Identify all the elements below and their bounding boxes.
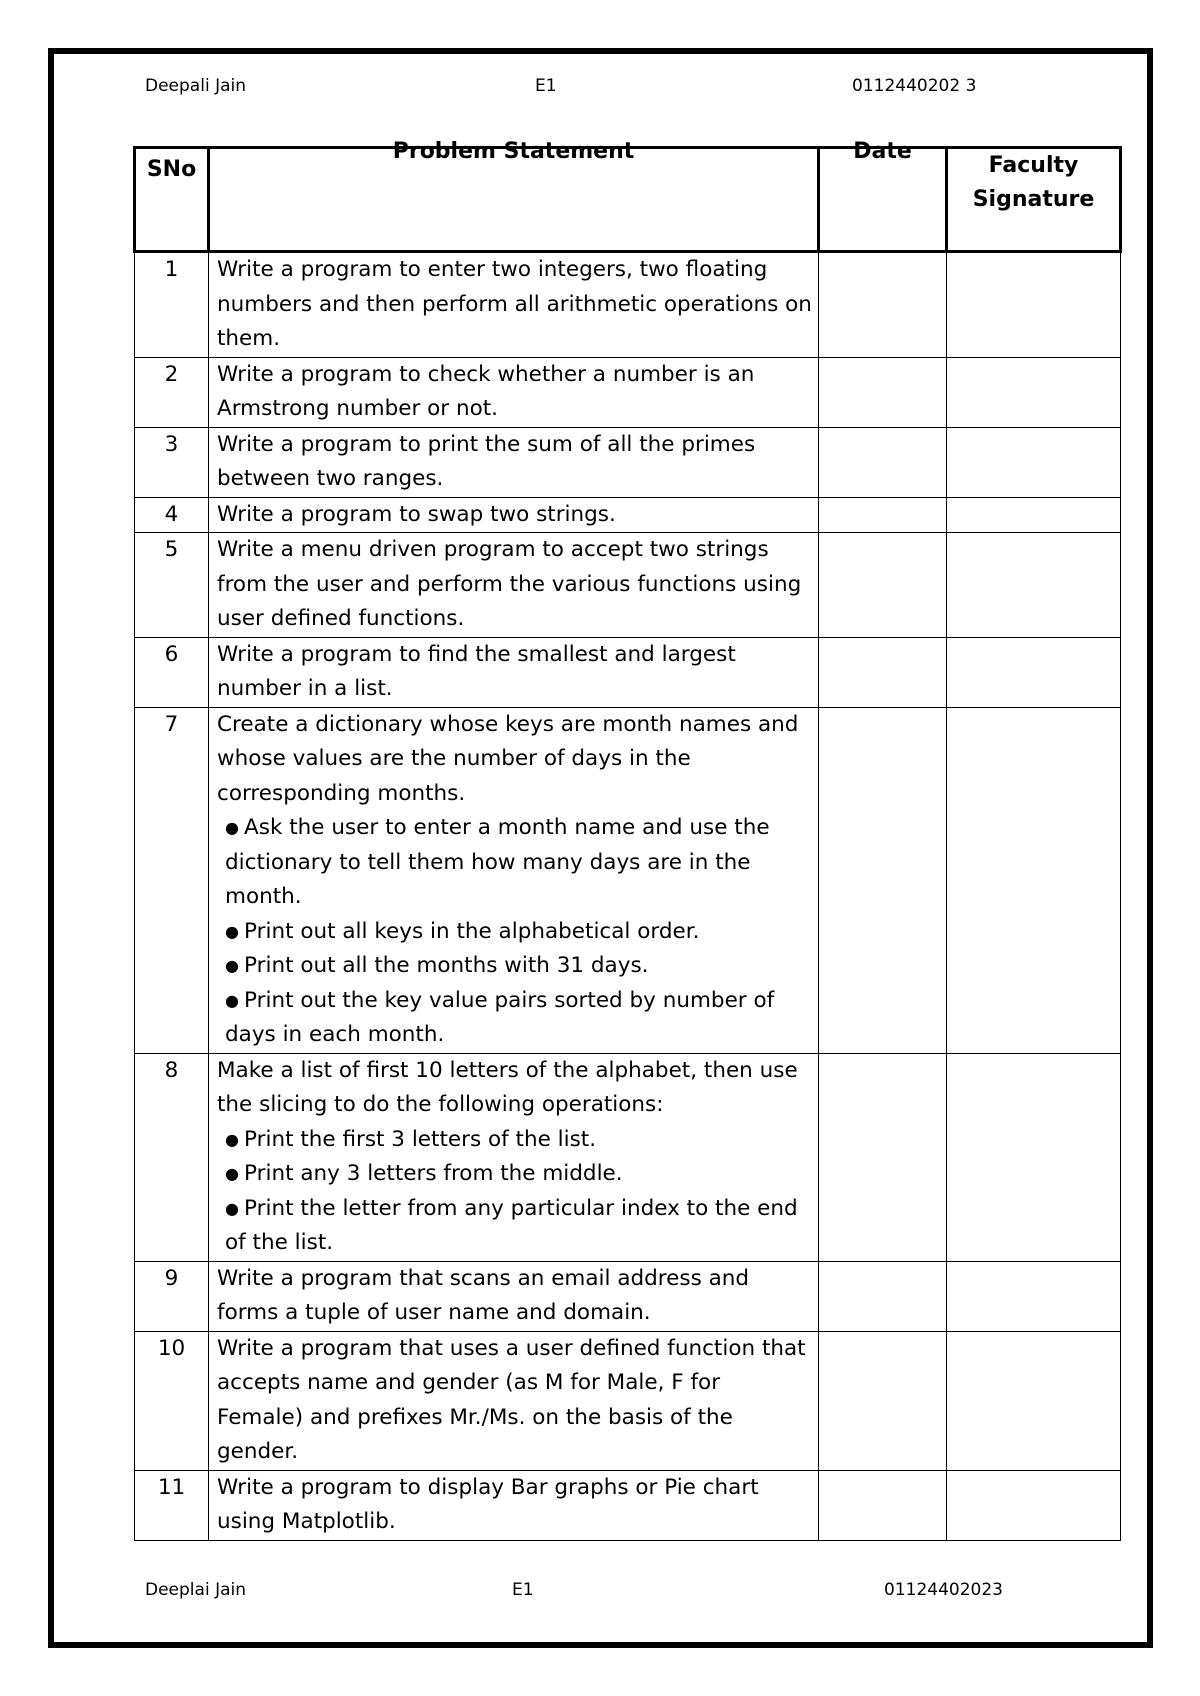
bullet-item [217,1192,812,1261]
problem-statement-text: Write a program to enter two integers, two floating numbers and then perform all arithmetic operations on them. [217,257,812,351]
column-header-faculty-signature: Faculty Signature [947,148,1121,252]
problem-statement-cell [209,533,819,638]
experiment-list-table [133,139,1122,1541]
problem-statement-text: Make a list of first 10 letters of the alphabet, then use the slicing to do the following operations: [217,1057,798,1117]
date-cell [819,637,947,707]
bullet-item [217,811,812,915]
date-cell [819,707,947,1053]
faculty-signature-cell [947,637,1121,707]
bullet-item [217,949,812,984]
footer-student-name: Deeplai Jain [145,1580,246,1600]
faculty-signature-cell [947,427,1121,497]
faculty-signature-cell [947,497,1121,533]
problem-statement-cell [209,1053,819,1261]
problem-statement-text: Write a program to check whether a number is an Armstrong number or not. [217,361,755,421]
problem-statement-text: Write a program to print the sum of all the primes between two ranges. [217,431,756,491]
table-row [135,1053,1121,1261]
bullet-icon: ● [225,1129,245,1149]
serial-number-cell: 1 [135,252,209,358]
table-row [135,707,1121,1053]
faculty-signature-cell [947,1331,1121,1470]
bullet-item [217,915,812,950]
table-row [135,1470,1121,1540]
faculty-signature-cell [947,357,1121,427]
date-cell [819,1470,947,1540]
bullet-text: Print the first 3 letters of the list. [244,1126,597,1152]
date-cell [819,357,947,427]
problem-statement-cell [209,1470,819,1540]
date-cell [819,252,947,358]
table-header [135,139,1121,252]
faculty-signature-cell [947,1053,1121,1261]
problem-statement-cell [209,252,819,358]
column-header-sno: SNo [135,148,209,252]
table-row [135,427,1121,497]
table-row [135,357,1121,427]
bullet-text: Print out the key value pairs sorted by number of days in each month. [225,987,775,1047]
date-cell [819,427,947,497]
faculty-signature-cell [947,707,1121,1053]
problem-statement-text: Write a program to display Bar graphs or Pie chart using Matplotlib. [217,1474,759,1534]
serial-number-cell: 8 [135,1053,209,1261]
footer-roll-number: 01124402023 [884,1580,1003,1600]
date-cell [819,1261,947,1331]
bullet-item [217,1157,812,1192]
column-header-date: Date [819,148,947,252]
faculty-signature-cell [947,1470,1121,1540]
problem-statement-cell [209,497,819,533]
problem-statement-cell [209,357,819,427]
table-row [135,1261,1121,1331]
problem-statement-cell [209,637,819,707]
date-cell [819,497,947,533]
bullet-text: Print out all keys in the alphabetical order. [244,918,700,944]
date-cell [819,1331,947,1470]
bullet-icon: ● [225,1164,245,1183]
bullet-icon: ● [225,990,245,1010]
faculty-signature-cell [947,533,1121,638]
serial-number-cell: 7 [135,707,209,1053]
table-row [135,533,1121,638]
problem-statement-cell [209,707,819,1053]
footer-section: E1 [512,1580,534,1600]
table-body [135,252,1121,1541]
problem-statement-text: Write a program to find the smallest and largest number in a list. [217,641,736,701]
serial-number-cell: 2 [135,357,209,427]
problem-statement-text: Write a menu driven program to accept two strings from the user and perform the various functions using user defined functions. [217,537,802,631]
bullet-icon: ● [225,818,245,837]
serial-number-cell: 5 [135,533,209,638]
table-row [135,1331,1121,1470]
bullet-item [217,984,812,1053]
header-section: E1 [535,76,557,96]
date-cell [819,1053,947,1261]
faculty-signature-cell [947,1261,1121,1331]
problem-statement-text: Create a dictionary whose keys are month names and whose values are the number of days in the corresponding months. [217,711,799,806]
bullet-text: Ask the user to enter a month name and use the dictionary to tell them how many days are in the month. [225,815,770,909]
faculty-signature-cell [947,252,1121,358]
bullet-text: Print the letter from any particular index to the end of the list. [225,1195,798,1255]
date-cell [819,533,947,638]
serial-number-cell: 3 [135,427,209,497]
table-row [135,637,1121,707]
problem-statement-text: Write a program to swap two strings. [217,501,616,527]
serial-number-cell: 6 [135,637,209,707]
problem-statement-cell [209,427,819,497]
bullet-icon: ● [225,1198,245,1218]
serial-number-cell: 9 [135,1261,209,1331]
problem-statement-text: Write a program that scans an email address and forms a tuple of user name and domain. [217,1265,750,1325]
serial-number-cell: 10 [135,1331,209,1470]
column-header-problem-statement: Problem Statement [209,148,819,252]
table-row [135,497,1121,533]
bullet-text: Print out all the months with 31 days. [244,953,649,978]
header-roll-number: 0112440202 3 [852,76,977,96]
problem-statement-text: Write a program that uses a user defined function that accepts name and gender (as M for Male, F for Female) and prefixes Mr./Ms. on the basis of the gender. [217,1335,806,1464]
problem-statement-cell [209,1331,819,1470]
table-row [135,252,1121,358]
header-student-name: Deepali Jain [145,76,246,96]
bullet-text: Print any 3 letters from the middle. [244,1161,623,1186]
bullet-icon: ● [225,921,245,941]
serial-number-cell: 11 [135,1470,209,1540]
serial-number-cell: 4 [135,497,209,533]
bullet-icon: ● [225,956,245,975]
bullet-item [217,1123,812,1158]
problem-statement-cell [209,1261,819,1331]
